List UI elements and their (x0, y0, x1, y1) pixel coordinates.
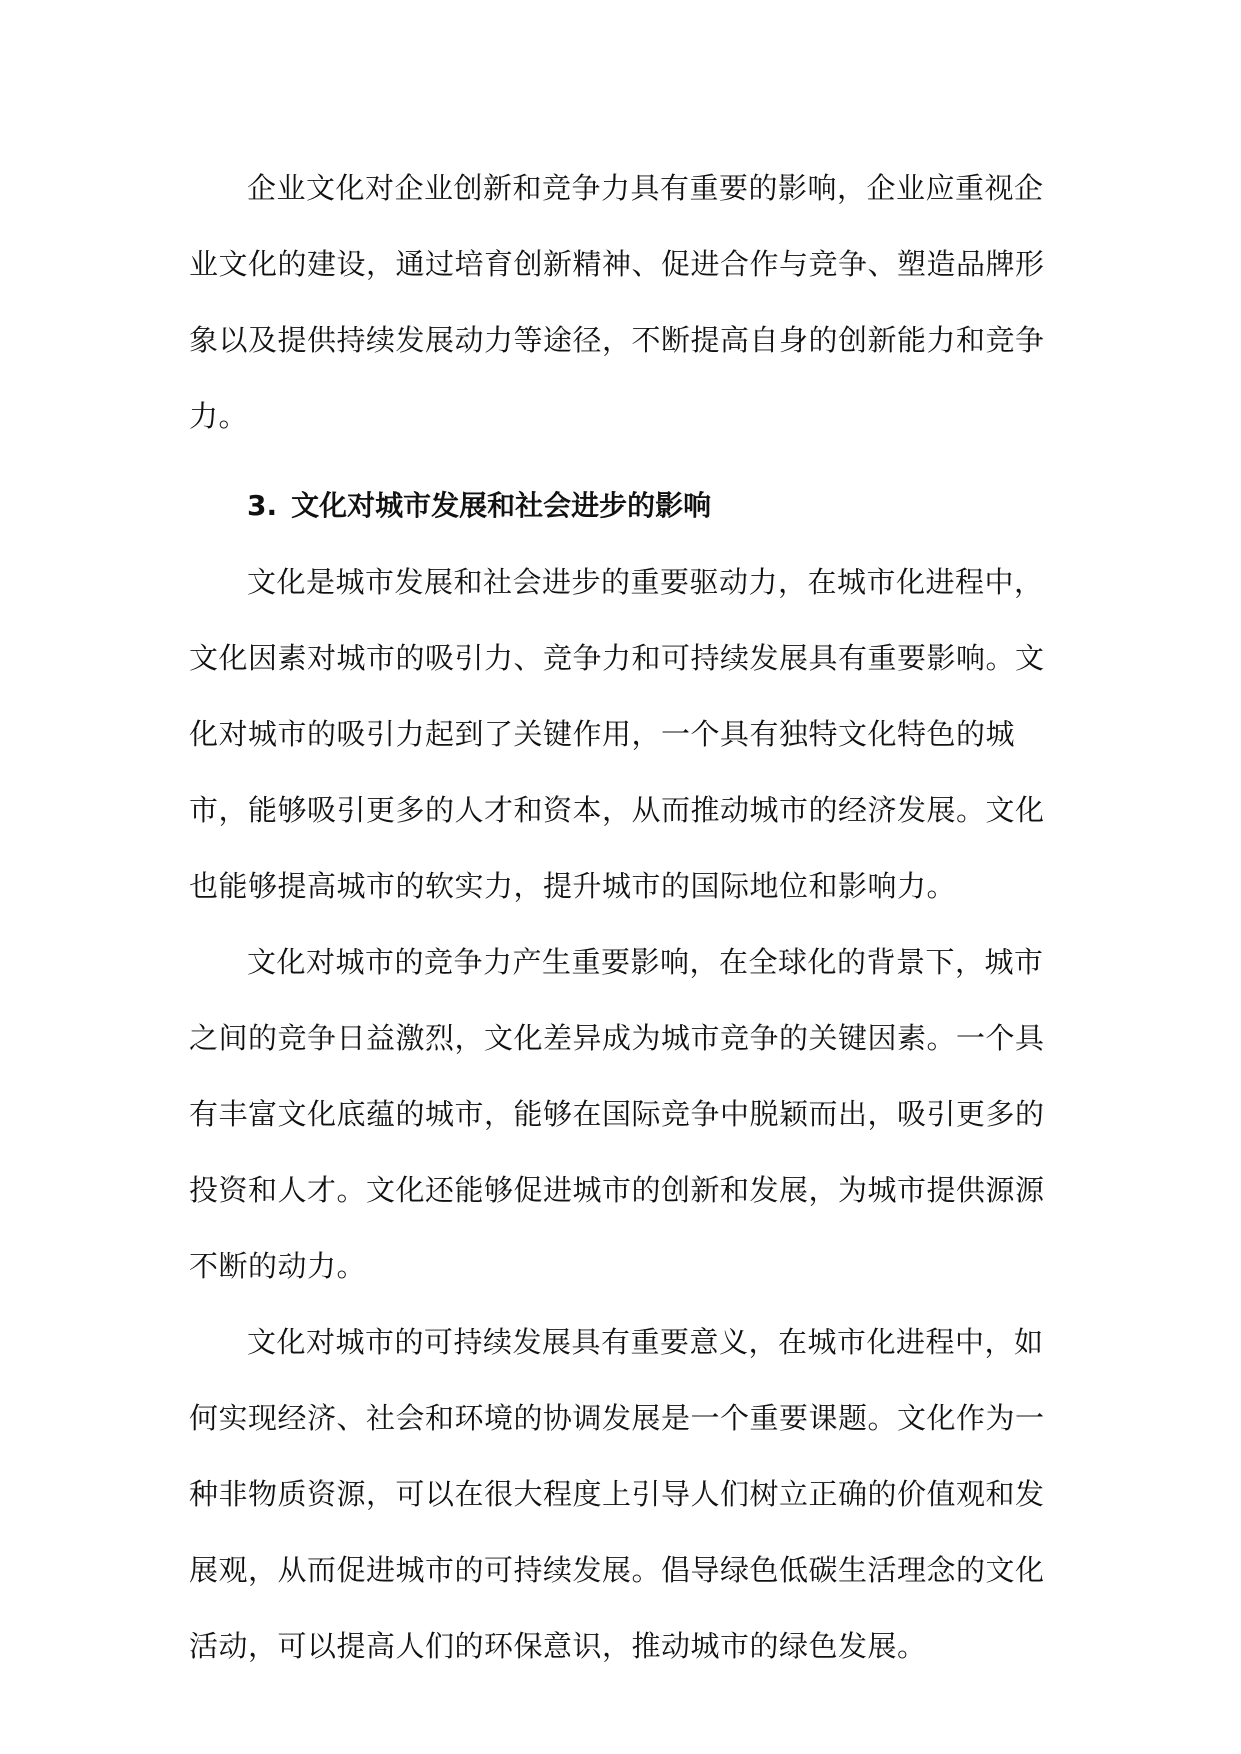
document-body (189, 150, 1049, 1684)
paragraph-3: 文化对城市的竞争力产生重要影响，在全球化的背景下，城市之间的竞争日益激烈，文化差异成为城市竞争的关键因素。一个具有丰富文化底蕴的城市，能够在国际竞争中脱颖而出，吸引更多的投资和人才。文化还能够促进城市的创新和发展，为城市提供源源不断的动力。 (189, 945, 1045, 1283)
paragraph-2: 文化是城市发展和社会进步的重要驱动力，在城市化进程中，文化因素对城市的吸引力、竞争力和可持续发展具有重要影响。文化对城市的吸引力起到了关键作用，一个具有独特文化特色的城市，能够吸引更多的人才和资本，从而推动城市的经济发展。文化也能够提高城市的软实力，提升城市的国际地位和影响力。 (189, 565, 1045, 903)
section-title: 文化对城市发展和社会进步的影响 (291, 489, 712, 522)
paragraph-1: 企业文化对企业创新和竞争力具有重要的影响，企业应重视企业文化的建设，通过培育创新精神、促进合作与竞争、塑造品牌形象以及提供持续发展动力等途径，不断提高自身的创新能力和竞争力。 (189, 171, 1045, 433)
paragraph-4: 文化对城市的可持续发展具有重要意义，在城市化进程中，如何实现经济、社会和环境的协调发展是一个重要课题。文化作为一种非物质资源，可以在很大程度上引导人们树立正确的价值观和发展观，从而促进城市的可持续发展。倡导绿色低碳生活理念的文化活动，可以提高人们的环保意识，推动城市的绿色发展。 (189, 1325, 1045, 1663)
section-heading (189, 468, 1049, 544)
section-number: 3. (247, 489, 278, 522)
